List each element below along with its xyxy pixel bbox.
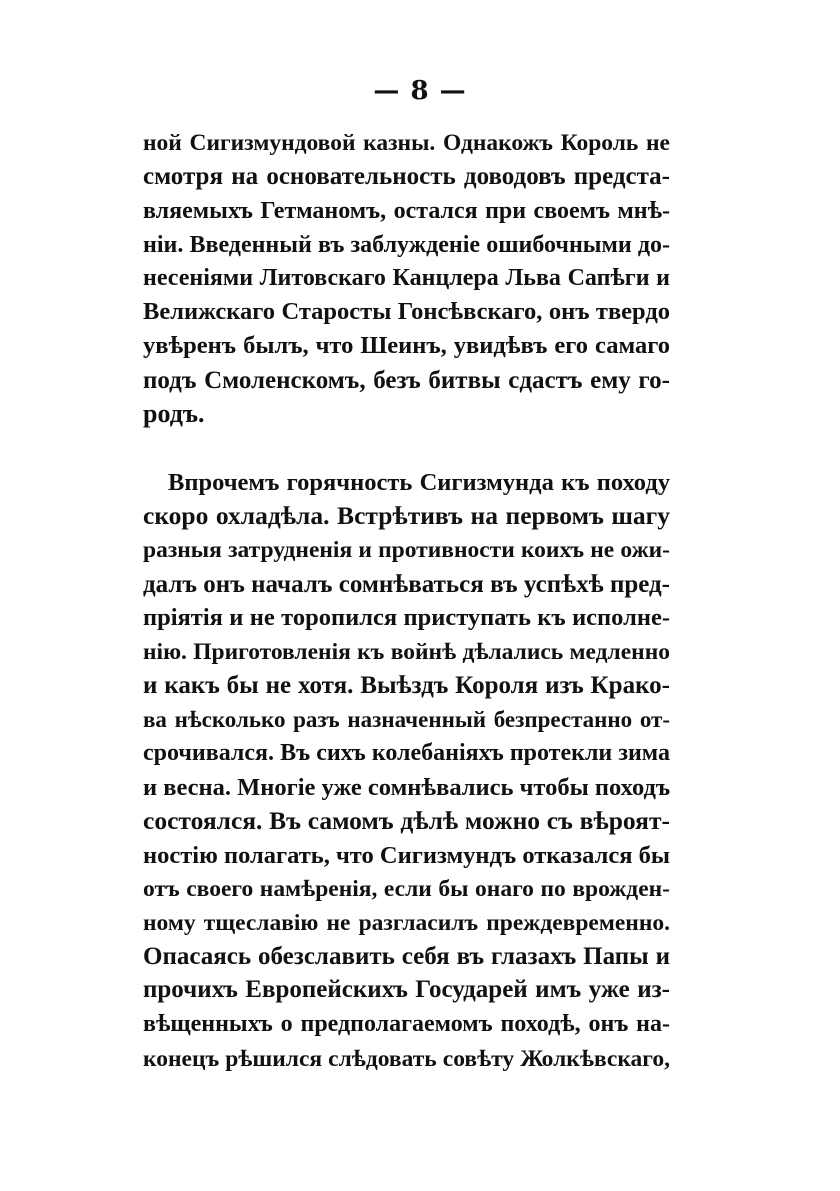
text-line: нiи. Введенный въ заблужденiе ошибочными до- [143, 232, 670, 258]
text-line: ва нѣсколько разъ назначенный безпрестанно от- [143, 707, 670, 732]
text-line: скоро охладѣла. Встрѣтивъ на первомъ шагу [143, 501, 670, 530]
text-line: Велижскаго Старосты Гонсѣвскаго, онъ твердо [143, 298, 670, 325]
text-line: состоялся. Въ самомъ дѣлѣ можно съ вѣроят- [143, 806, 670, 835]
text-line: и какъ бы не хотя. Выѣздъ Короля изъ Крако- [143, 672, 670, 699]
text-line: нiю. Приготовленiя къ войнѣ дѣлались медленно [143, 639, 670, 665]
text-line: прiятiя и не торопился приступать къ исполне- [143, 604, 670, 631]
text-line: Опасаясь обезславить себя въ глазахъ Папы и [143, 943, 670, 970]
text-line: родъ. [143, 399, 205, 428]
text-line: конецъ рѣшился слѣдовать совѣту Жолкѣвскаго, [143, 1046, 670, 1072]
text-line: смотря на основательность доводовъ предста- [143, 163, 670, 190]
text-line: несенiями Литовскаго Канцлера Льва Сапѣги и [143, 265, 670, 291]
text-line: увѣренъ былъ, что Шеинъ, увидѣвъ его самаго [143, 332, 670, 359]
text-line: и весна. Многiе уже сомнѣвались чтобы походъ [143, 774, 671, 801]
text-line: ной Сигизмундовой казны. Однакожъ Король не [143, 130, 670, 156]
text-line: срочивался. Въ сихъ колебанiяхъ протекли зима [143, 740, 670, 766]
text-line: разныя затрудненiя и противности коихъ не ожи- [143, 537, 670, 563]
text-line: прочихъ Европейскихъ Государей имъ уже из- [143, 976, 670, 1003]
text-line: Впрочемъ горячность Сигизмунда къ походу [168, 469, 670, 496]
text-line: ному тщеславiю не разгласилъ преждевременно. [143, 910, 670, 936]
text-line: вѣщенныхъ о предполагаемомъ походѣ, онъ на- [143, 1011, 670, 1037]
text-line: вляемыхъ Гетманомъ, остался при своемъ мнѣ- [143, 198, 670, 224]
text-line: отъ своего намѣренiя, если бы онаго по врожден- [143, 876, 670, 902]
page-number: — 8 — [373, 76, 467, 106]
text-line: подъ Смоленскомъ, безъ битвы сдастъ ему го- [143, 367, 670, 394]
text-line: далъ онъ началъ сомнѣваться въ успѣхѣ пред- [143, 571, 670, 598]
text-line: ностiю полагать, что Сигизмундъ отказался бы [143, 842, 670, 869]
